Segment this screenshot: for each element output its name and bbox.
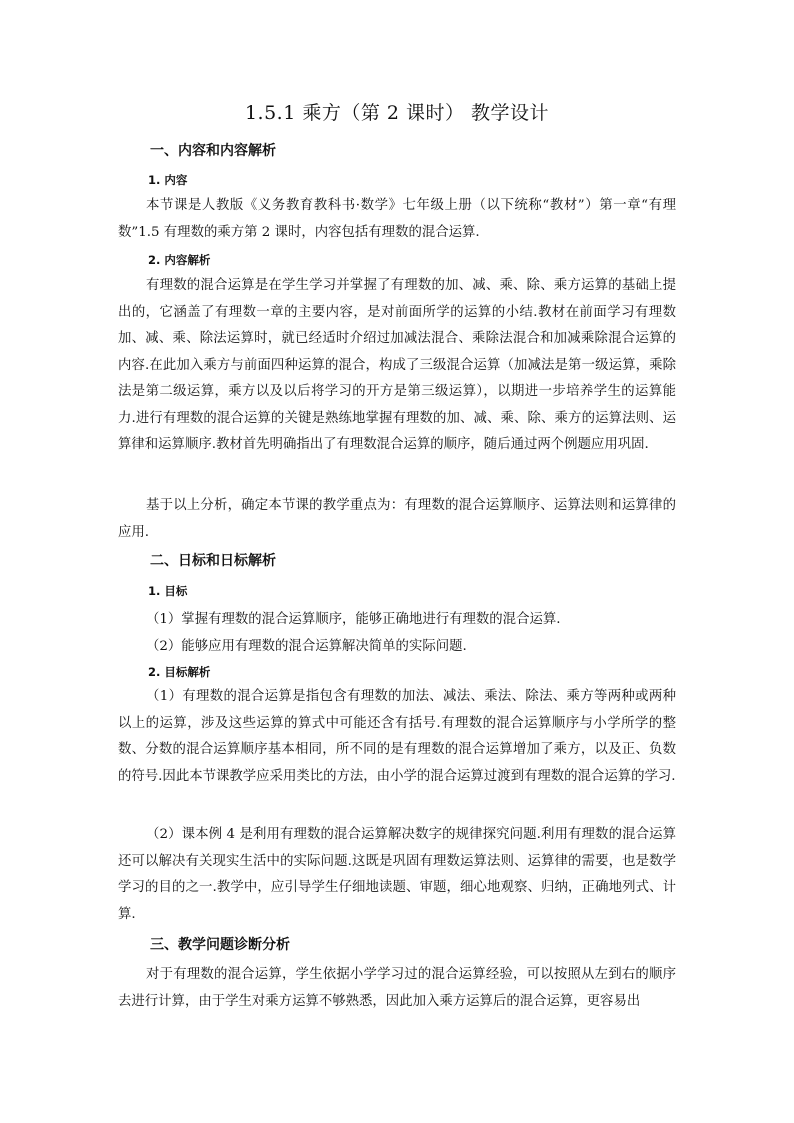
page-title: 1.5.1 乘方（第 2 课时） 教学设计 xyxy=(244,102,550,124)
section-heading-content: 一、内容和内容解析 xyxy=(150,143,276,159)
section-heading-goals: 二、日标和日标解析 xyxy=(150,553,276,569)
subheading-goals: 1. 目标 xyxy=(148,584,188,598)
subheading-content-analysis: 2. 内容解析 xyxy=(148,253,211,267)
goal-item-2: （2）能够应用有理数的混合运算解决简单的实际问题. xyxy=(146,639,467,654)
paragraph-teaching-focus: 基于以上分析，确定本节课的教学重点为：有理数的混合运算顺序、运算法则和运算律的应用. xyxy=(118,498,676,540)
section-heading-diagnosis: 三、教学问题诊断分析 xyxy=(150,937,290,953)
goal-item-1: （1）掌握有理数的混合运算顺序，能够正确地进行有理数的混合运算. xyxy=(146,612,561,627)
subheading-goal-analysis: 2. 目标解析 xyxy=(148,665,211,679)
paragraph-content: 本节课是人教版《义务教育教科书·数学》七年级上册（以下统称“教材”）第一章“有理数”1.5 有理数的乘方第 2 课时，内容包括有理数的混合运算. xyxy=(118,198,676,240)
paragraph-content-analysis: 有理数的混合运算是在学生学习并掌握了有理数的加、减、乘、除、乘方运算的基础上提出的，它涵盖了有理数一章的主要内容，是对前面所学的运算的小结.教材在前面学习有理数加、减、乘、除法运算时，就已经适时介绍过加减法混合、乘除法混合和加减乘除混合运算的内容.在此加入乘方与前面四种运算的混合，构成了三级混合运算（加减法是第一级运算，乘除法是第二级运算，乘方以及以后将学习的开方是第三级运算），以期进一步培养学生的运算能力.进行有理数的混合运算的关键是熟练地掌握有理数的加、减、乘、除、乘方的运算法则、运算律和运算顺序.教材首先明确指出了有理数混合运算的顺序，随后通过两个例题应用巩固. xyxy=(118,278,676,452)
paragraph-diagnosis: 对于有理数的混合运算，学生依据小学学习过的混合运算经验，可以按照从左到右的顺序去进行计算，由于学生对乘方运算不够熟悉，因此加入乘方运算后的混合运算，更容易出 xyxy=(118,967,676,1009)
subheading-content: 1. 内容 xyxy=(148,173,188,187)
paragraph-goal-analysis-2: （2）课本例 4 是利用有理数的混合运算解决数字的规律探究问题.利用有理数的混合运算还可以解决有关现实生活中的实际问题.这既是巩固有理数运算法则、运算律的需要，也是数学学习的目的之一.教学中，应引导学生仔细地读题、审题，细心地观察、归纳，正确地列式、计算. xyxy=(118,827,676,922)
paragraph-goal-analysis-1: （1）有理数的混合运算是指包含有理数的加法、减法、乘法、除法、乘方等两种或两种以上的运算，涉及这些运算的算式中可能还含有括号.有理数的混合运算顺序与小学所学的整数、分数的混合运算顺序基本相同，所不同的是有理数的混合运算增加了乘方，以及正、负数的符号.因此本节课教学应采用类比的方法，由小学的混合运算过渡到有理数的混合运算的学习. xyxy=(118,689,676,784)
